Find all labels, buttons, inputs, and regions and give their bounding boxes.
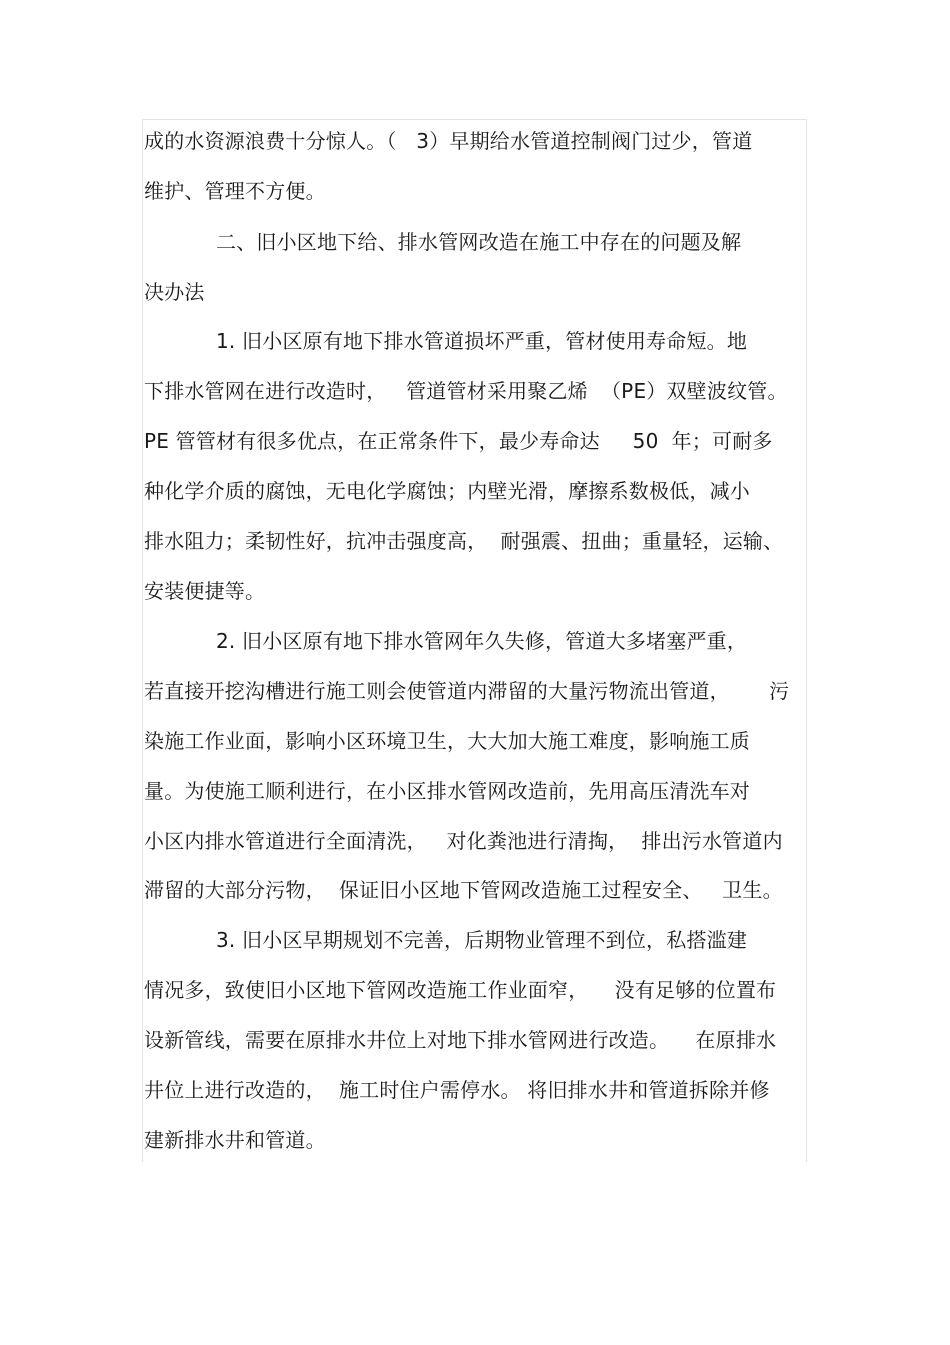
text-line: 种化学介质的腐蚀，无电化学腐蚀；内壁光滑，摩擦系数极低，减小 [144,479,750,503]
text-line: 情况多，致使旧小区地下管网改造施工作业面窄， 没有足够的位置布 [144,978,777,1002]
text-line: 若直接开挖沟槽进行施工则会使管道内滞留的大量污物流出管道， 污 [144,679,790,703]
text-line: 滞留的大部分污物， 保证旧小区地下管网改造施工过程安全、 卫生。 [144,878,783,902]
text-line: 维护、管理不方便。 [144,179,326,203]
text-line: 小区内排水管道进行全面清洗， 对化粪池进行清掏， 排出污水管道内 [144,829,783,853]
paragraph-2-start: 2. 旧小区原有地下排水管网年久失修，管道大多堵塞严重， [216,629,748,653]
text-line: 成的水资源浪费十分惊人。（ 3）早期给水管道控制阀门过少，管道 [144,129,753,153]
text-line: 建新排水井和管道。 [144,1128,326,1152]
section-heading: 二、旧小区地下给、排水管网改造在施工中存在的问题及解 [216,230,742,254]
section-heading-cont: 决办法 [144,280,205,304]
text-line: 排水阻力；柔韧性好，抗冲击强度高， 耐强震、扭曲；重量轻，运输、 [144,529,784,553]
text-line: 下排水管网在进行改造时， 管道管材采用聚乙烯 （PE）双壁波纹管。 [144,379,788,403]
text-line: PE 管管材有很多优点，在正常条件下，最少寿命达 50 年；可耐多 [144,429,773,453]
text-line: 安装便捷等。 [144,579,266,603]
text-line: 量。为使施工顺利进行，在小区排水管网改造前，先用高压清洗车对 [144,779,750,803]
text-line: 井位上进行改造的， 施工时住户需停水。 将旧排水井和管道拆除并修 [144,1078,770,1102]
paragraph-3-start: 3. 旧小区早期规划不完善，后期物业管理不到位，私搭滥建 [216,928,748,952]
text-line: 设新管线，需要在原排水井位上对地下排水管网进行改造。 在原排水 [144,1028,777,1052]
paragraph-1-start: 1. 旧小区原有地下排水管道损坏严重，管材使用寿命短。地 [216,329,748,353]
text-line: 染施工作业面，影响小区环境卫生，大大加大施工难度，影响施工质 [144,729,750,753]
